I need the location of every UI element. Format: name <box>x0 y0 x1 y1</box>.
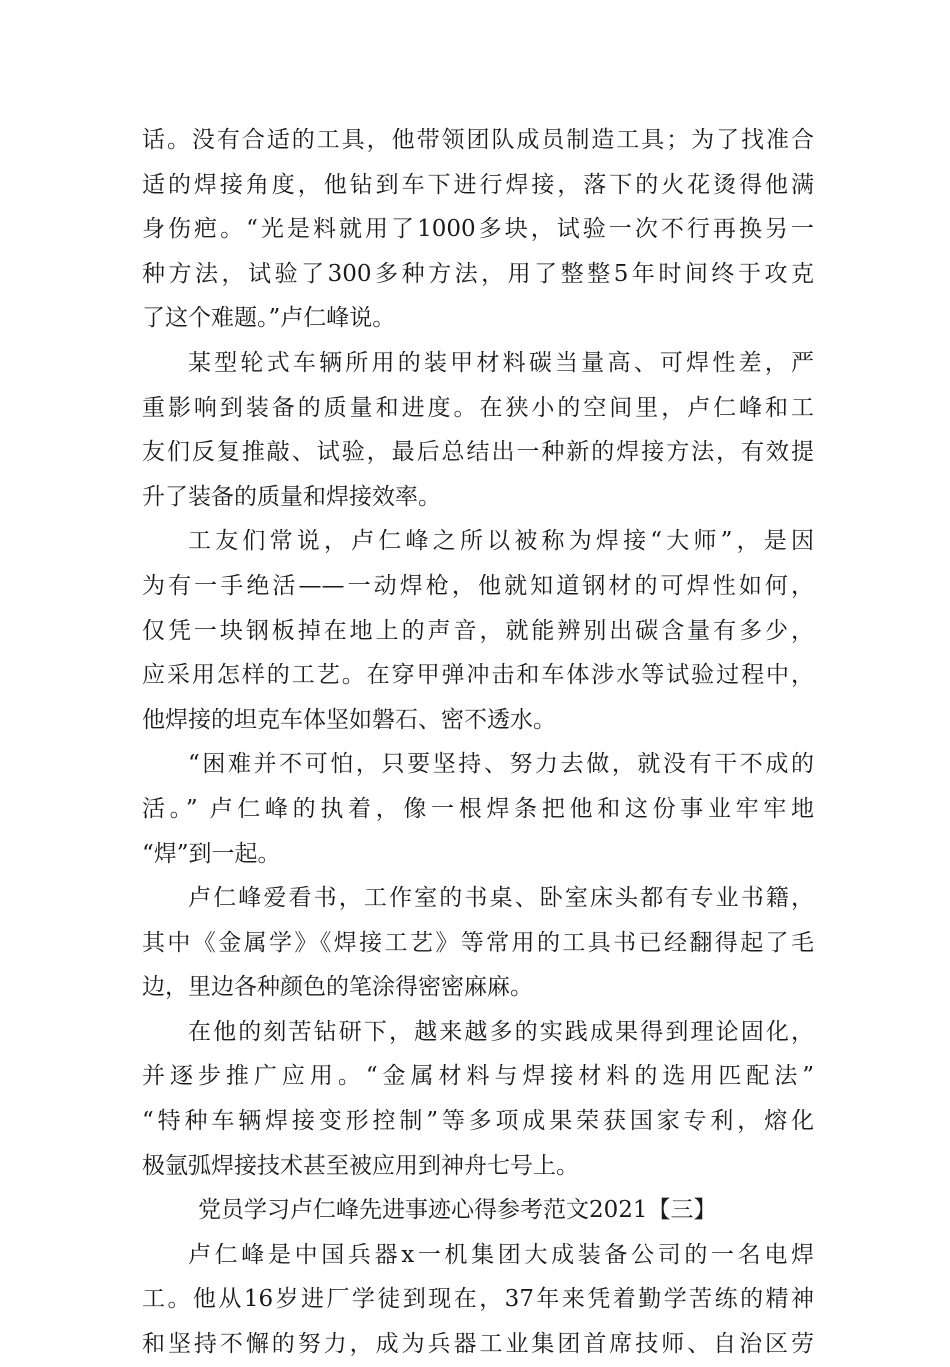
text-line: 极氩弧焊接技术甚至被应用到神舟七号上。 <box>142 1152 579 1179</box>
paragraph-7 <box>142 1233 814 1367</box>
text-line: 工。他从16岁进厂学徒到现在，37年来凭着勤学苦练的精神 <box>142 1286 814 1313</box>
document-body <box>142 118 814 1367</box>
paragraph-4 <box>142 742 814 876</box>
text-line: 卢仁峰爱看书，工作室的书桌、卧室床头都有专业书籍， <box>188 885 814 912</box>
text-line: 卢仁峰是中国兵器x一机集团大成装备公司的一名电焊 <box>188 1241 814 1268</box>
text-line: 仅凭一块钢板掉在地上的声音，就能辨别出碳含量有多少， <box>142 617 814 644</box>
text-line: 种方法，试验了300多种方法，用了整整5年时间终于攻克 <box>142 260 814 287</box>
text-line: “困难并不可怕，只要坚持、努力去做，就没有干不成的 <box>188 751 814 778</box>
text-line: “特种车辆焊接变形控制”等多项成果荣获国家专利，熔化 <box>142 1108 814 1135</box>
text-line: 适的焊接角度，他钻到车下进行焊接，落下的火花烫得他满 <box>142 171 814 198</box>
text-line: 工友们常说，卢仁峰之所以被称为焊接“大师”，是因 <box>188 528 814 555</box>
text-line: 友们反复推敲、试验，最后总结出一种新的焊接方法，有效提 <box>142 439 814 466</box>
text-line: 活。” 卢仁峰的执着，像一根焊条把他和这份事业牢牢地 <box>142 795 814 822</box>
paragraph-5 <box>142 876 814 1010</box>
text-line: 在他的刻苦钻研下，越来越多的实践成果得到理论固化， <box>188 1018 814 1045</box>
paragraph-2 <box>142 341 814 519</box>
text-line: 其中《金属学》《焊接工艺》等常用的工具书已经翻得起了毛 <box>142 929 814 956</box>
paragraph-6 <box>142 1010 814 1188</box>
text-line: 并逐步推广应用。“金属材料与焊接材料的选用匹配法” <box>142 1063 814 1090</box>
text-line: 边，里边各种颜色的笔涂得密密麻麻。 <box>142 974 533 1001</box>
section-heading: 党员学习卢仁峰先进事迹心得参考范文2021【三】 <box>198 1197 717 1224</box>
text-line: 和坚持不懈的努力，成为兵器工业集团首席技师、自治区劳 <box>142 1331 814 1358</box>
text-line: “焊”到一起。 <box>142 840 281 867</box>
text-line: 升了装备的质量和焊接效率。 <box>142 483 441 510</box>
text-line: 话。没有合适的工具，他带领团队成员制造工具；为了找准合 <box>142 127 814 153</box>
text-line: 了这个难题。”卢仁峰说。 <box>142 305 396 332</box>
text-line: 某型轮式车辆所用的装甲材料碳当量高、可焊性差，严 <box>188 349 814 376</box>
text-line: 重影响到装备的质量和进度。在狭小的空间里，卢仁峰和工 <box>142 394 814 421</box>
paragraph-3 <box>142 519 814 742</box>
text-line: 应采用怎样的工艺。在穿甲弹冲击和车体涉水等试验过程中， <box>142 662 814 689</box>
text-line: 他焊接的坦克车体坚如磐石、密不透水。 <box>142 706 556 733</box>
text-line: 身伤疤。“光是料就用了1000多块，试验一次不行再换另一 <box>142 216 814 243</box>
paragraph-1 <box>142 118 814 341</box>
text-line: 为有一手绝活——一动焊枪，他就知道钢材的可焊性如何， <box>142 572 814 599</box>
